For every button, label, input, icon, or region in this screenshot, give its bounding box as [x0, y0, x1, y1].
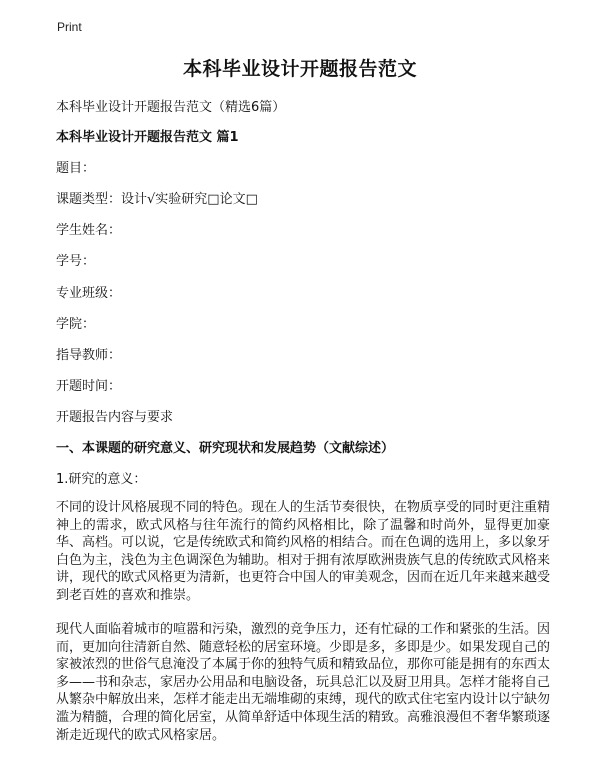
print-label: Print [57, 20, 82, 34]
field-college: 学院： [56, 317, 96, 332]
field-content: 开题报告内容与要求 [56, 410, 174, 425]
section-heading: 本科毕业设计开题报告范文 篇1 [56, 130, 239, 145]
paragraph-one: 不同的设计风格展现不同的特色。现在人的生活节奏很快，在物质享受的同时更注重精神上的需求，欧式风格与往年流行的简约风格相比，除了温馨和时尚外，显得更加豪华、高档。可以说，它是传统欧式和简约风格的相结合。而在色调的选用上，多以象牙白色为主，浅色为主色调深色为辅助。相对于拥有浓厚欧洲贵族气息的传统欧式风格来讲，现代的欧式风格更为清新，也更符合中国人的审美观念，因而在近几年来越来越受到老百姓的喜欢和推崇。 [56, 500, 551, 603]
field-advisor: 指导教师： [56, 348, 122, 363]
document-title: 本科毕业设计开题报告范文 [182, 58, 417, 80]
field-student-id: 学号： [56, 254, 96, 269]
field-topic: 题目： [56, 161, 96, 176]
field-class: 专业班级： [56, 286, 122, 301]
heading-one: 一、本课题的研究意义、研究现状和发展趋势（文献综述） [56, 441, 395, 456]
sub-heading: 1.研究的意义： [56, 472, 147, 487]
field-student-name: 学生姓名： [56, 223, 122, 238]
field-type: 课题类型：设计√实验研究□论文□ [56, 192, 258, 207]
document-subtitle: 本科毕业设计开题报告范文（精选6篇） [56, 100, 286, 115]
paragraph-two: 现代人面临着城市的喧嚣和污染，激烈的竞争压力，还有忙碌的工作和紧张的生活。因而，更加向往清新自然、随意轻松的居室环境。少即是多，多即是少。如果发现自己的家被浓烈的世俗气息淹没了本属于你的独特气质和精致品位，那你可能是拥有的东西太多——书和杂志，家居办公用品和电脑设备，玩具总汇以及厨卫用具。怎样才能将自己从繁杂中解放出来，怎样才能走出无端堆砌的束缚，现代的欧式住宅室内设计以宁缺勿滥为精髓，合理的简化居室，从简单舒适中体现生活的精致。高雅浪漫但不奢华繁琐逐渐走近现代的欧式风格家居。 [56, 622, 551, 743]
field-time: 开题时间： [56, 379, 122, 394]
